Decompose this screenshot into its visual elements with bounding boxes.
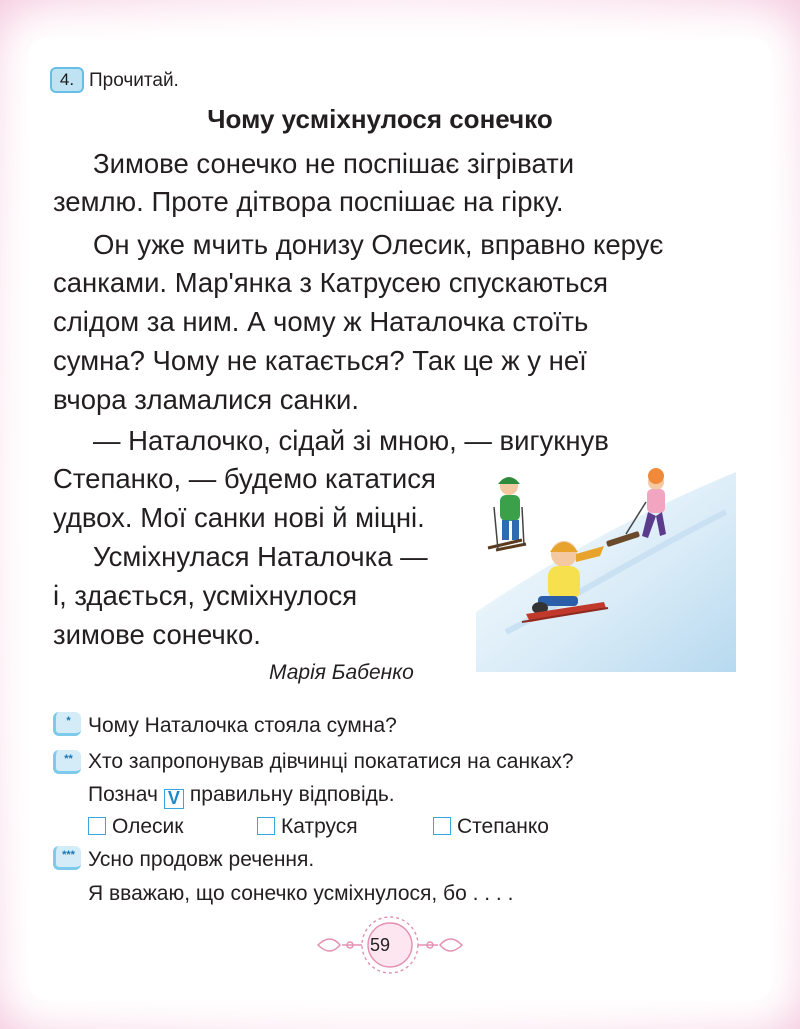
two-star-icon: ** (53, 750, 81, 774)
story-line: Он уже мчить донизу Олесик, вправно керує (93, 229, 664, 260)
story-line: вчора зламалися санки. (53, 384, 360, 415)
option-label: Олесик (112, 815, 184, 838)
option-label: Катруся (281, 815, 358, 838)
task-instruction: Прочитай. (89, 70, 179, 91)
story-line: Зимове сонечко не поспішає зігрівати (93, 148, 575, 179)
option-label: Степанко (457, 815, 549, 838)
question-3-sentence: Я вважаю, що сонечко усміхнулося, бо . . . . (88, 882, 514, 905)
sledding-children-illustration (476, 462, 736, 672)
question-1-text: Чому Наталочка стояла сумна? (88, 714, 397, 737)
story-line: удвох. Мої санки нові й міцні. (53, 502, 425, 533)
page-number: 59 (369, 935, 391, 955)
answer-option[interactable] (257, 815, 358, 839)
checkbox[interactable] (88, 817, 106, 835)
skier-boy (488, 477, 526, 550)
story-line: зимове сонечко. (53, 619, 261, 650)
checkbox[interactable] (257, 817, 275, 835)
three-star-icon: *** (53, 846, 81, 870)
mark-instruction-before: Познач (88, 783, 158, 806)
mark-instruction-after: правильну відповідь. (189, 783, 395, 806)
answer-option[interactable] (433, 815, 549, 839)
checkbox[interactable] (433, 817, 451, 835)
story-line: — Наталочко, сідай зі мною, — вигукнув (93, 425, 609, 456)
story-line: Степанко, — будемо кататися (53, 463, 436, 494)
answer-option[interactable] (88, 815, 183, 839)
mark-instruction (88, 783, 395, 809)
story-line: слідом за ним. А чому ж Наталочка стоїть (53, 306, 589, 337)
story-line: санками. Мар'янка з Катрусею спускаються (53, 267, 609, 298)
story-title: Чому усміхнулося сонечко (207, 104, 553, 134)
story-author: Марія Бабенко (269, 661, 414, 684)
story-line: Усміхнулася Наталочка — (93, 541, 428, 572)
story-line: землю. Проте дітвора поспішає на гірку. (53, 186, 564, 217)
one-star-icon: * (53, 712, 81, 736)
checkmark-box-icon: V (164, 789, 184, 809)
story-line: і, здається, усміхнулося (53, 580, 358, 611)
story-line: сумна? Чому не катається? Так це ж у неї (53, 345, 587, 376)
question-2-text: Хто запропонував дівчинці покататися на санках? (88, 750, 574, 773)
task-number-badge: 4. (50, 67, 84, 93)
question-3-text: Усно продовж речення. (88, 848, 315, 871)
